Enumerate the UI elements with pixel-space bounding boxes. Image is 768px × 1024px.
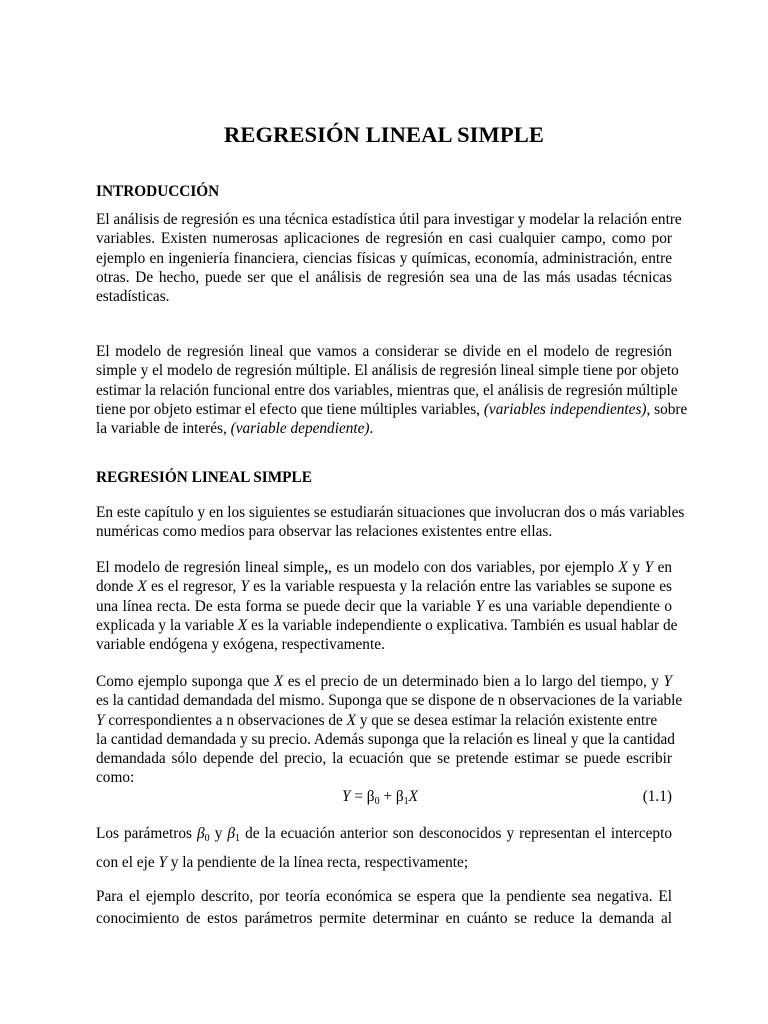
text-line: ejemplo en ingeniería financiera, ciencias físicas y químicas, economía, administración, entre <box>96 249 672 267</box>
text-line: El modelo de regresión lineal que vamos a considerar se divide en el modelo de regresión <box>96 343 672 360</box>
regression-paragraph-2 <box>96 558 678 654</box>
text-line <box>96 616 678 635</box>
text-span: y <box>627 559 645 576</box>
equation-expression <box>342 788 418 807</box>
text-line: como: <box>96 769 135 787</box>
equation-part: = β <box>350 788 375 805</box>
text-line <box>96 577 672 596</box>
text-span: la variable de interés, <box>96 420 231 438</box>
beta-0: β <box>197 825 205 842</box>
equation-1-1 <box>96 788 672 810</box>
variable-y: Y <box>158 854 167 871</box>
text-span: una línea recta. De esta forma se puede decir que la variable <box>96 597 476 615</box>
text-span: y la pendiente de la línea recta, respectivamente; <box>166 854 469 871</box>
text-span: Los parámetros <box>96 825 198 842</box>
document-title: REGRESIÓN LINEAL SIMPLE <box>224 122 544 147</box>
text-line: demandada sólo depende del precio, la ecuación que se pretende estimar se puede escribir <box>96 750 672 768</box>
text-span: correspondientes a n observaciones de <box>104 711 347 729</box>
intro-paragraph-1 <box>96 210 682 306</box>
text-span: tiene por objeto estimar el efecto que tiene múltiples variables, <box>96 400 484 418</box>
text-line: numéricas como medios para observar las relaciones existentes entre ellas. <box>96 523 553 541</box>
text-line: es la cantidad demandada del mismo. Suponga que se dispone de n observaciones de la variable <box>96 692 683 710</box>
text-line <box>96 851 672 875</box>
text-span: , sobre <box>646 400 688 418</box>
bold-comma: , <box>324 559 329 576</box>
text-span: es el precio de un determinado bien a lo largo del tiempo, y <box>283 673 664 690</box>
italic-text: (variable dependiente) <box>230 420 370 438</box>
equation-rhs: X <box>408 788 418 805</box>
text-line: la cantidad demandada y su precio. Además suponga que la relación es lineal y que la cantidad <box>96 730 675 748</box>
text-span: El modelo de regresión lineal simple <box>96 559 325 576</box>
text-span: es la variable respuesta y la relación entre las variables se supone es <box>248 578 672 596</box>
regression-paragraph-3 <box>96 672 683 788</box>
text-span: es la variable independiente o explicativa. También es usual hablar de <box>247 616 678 634</box>
text-line: otras. De hecho, puede ser que el análisis de regresión sea una de las más usadas técnicas <box>96 268 672 286</box>
text-line <box>96 558 672 577</box>
section-heading-introduccion: INTRODUCCIÓN <box>96 183 220 200</box>
text-span: . <box>369 420 374 438</box>
equation-lhs: Y <box>342 788 351 805</box>
regression-paragraph-5 <box>96 886 672 930</box>
regression-paragraph-4 <box>96 822 672 875</box>
regression-paragraph-1 <box>96 503 685 542</box>
variable-y: Y <box>644 559 654 576</box>
text-span: de la ecuación anterior son desconocidos y representan el intercepto <box>240 825 672 842</box>
text-line: estadísticas. <box>96 288 170 306</box>
text-span: explicada y la variable <box>96 616 238 634</box>
text-line: variable endógena y exógena, respectivamente. <box>96 636 385 654</box>
variable-x: X <box>618 559 628 576</box>
text-line: Para el ejemplo descrito, por teoría económica se espera que la pendiente sea negativa. El <box>96 888 672 905</box>
text-span: y <box>209 825 228 842</box>
text-line <box>96 597 672 616</box>
subscript: 1 <box>235 833 241 844</box>
variable-x: X <box>237 616 248 634</box>
intro-paragraph-2 <box>96 342 688 438</box>
text-line <box>96 672 672 691</box>
text-span: y que se desea estimar la relación existente entre <box>356 711 658 729</box>
equation-subscript: 1 <box>403 796 409 807</box>
section-heading-regresion: REGRESIÓN LINEAL SIMPLE <box>96 469 312 486</box>
beta-1: β <box>227 825 236 842</box>
variable-y: Y <box>663 673 672 690</box>
variable-x: X <box>137 578 147 596</box>
text-line <box>96 822 672 851</box>
variable-x: X <box>346 711 356 729</box>
text-line: estimar la relación funcional entre dos variables, mientras que, el análisis de regresión múltiple <box>96 381 678 399</box>
text-span: con el eje <box>96 854 159 871</box>
text-line: variables. Existen numerosas aplicaciones de regresión en casi cualquier campo, como por <box>96 230 672 248</box>
text-line <box>96 400 688 419</box>
text-line: En este capítulo y en los siguientes se estudiarán situaciones que involucran dos o más variables <box>96 504 685 521</box>
italic-text: (variables independientes) <box>483 400 647 418</box>
text-span: es el regresor, <box>146 578 241 596</box>
variable-y: Y <box>96 711 105 729</box>
text-span: en <box>653 559 673 576</box>
equation-part: + β <box>379 788 404 805</box>
text-line: El análisis de regresión es una técnica estadística útil para investigar y modelar la relación entre <box>96 211 682 228</box>
text-span: donde <box>96 578 138 596</box>
subscript: 0 <box>204 833 210 844</box>
equation-subscript: 0 <box>374 796 380 807</box>
variable-y: Y <box>240 578 249 596</box>
text-line <box>96 419 672 438</box>
text-span: Como ejemplo suponga que <box>96 673 274 690</box>
text-line: simple y el modelo de regresión múltiple. El análisis de regresión lineal simple tiene por objeto <box>96 362 679 380</box>
variable-y: Y <box>475 597 484 615</box>
text-line: conocimiento de estos parámetros permite determinar en cuánto se reduce la demanda al <box>96 910 672 927</box>
text-line <box>96 711 672 730</box>
equation-number: (1.1) <box>642 788 672 805</box>
variable-x: X <box>273 673 284 690</box>
text-span: , es un modelo con dos variables, por ejemplo <box>328 559 619 576</box>
text-span: es una variable dependiente o <box>483 597 672 615</box>
